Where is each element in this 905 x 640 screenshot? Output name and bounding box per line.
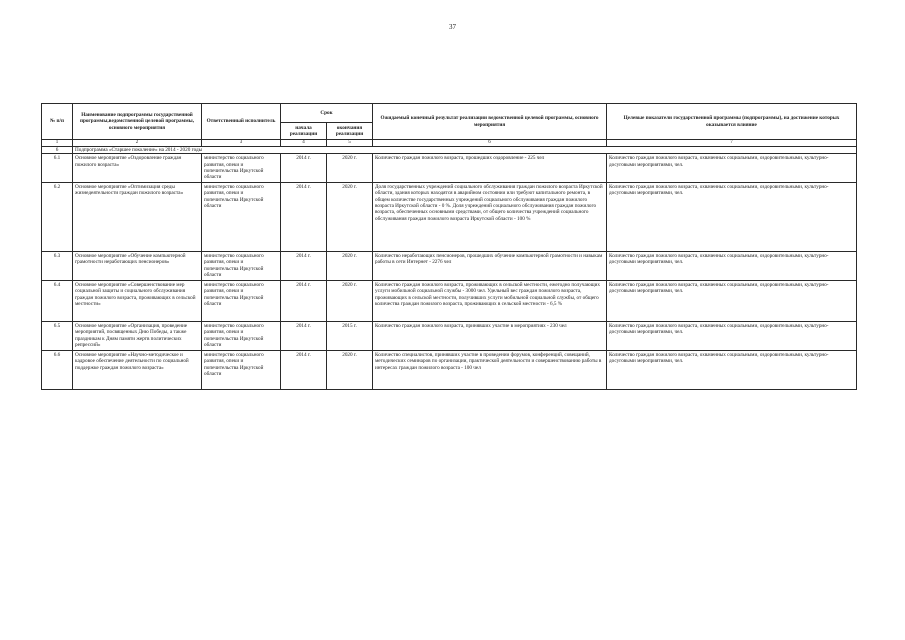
row-num: 6.2 [42, 182, 73, 251]
table-row [42, 280, 857, 321]
column-numbers-row [42, 140, 857, 147]
section-num: 6 [42, 147, 73, 154]
row-num: 6.1 [42, 154, 73, 182]
column-number: 4 [281, 140, 327, 147]
row-expected: Количество специалистов, принявших участие в проведении форумов, конференций, совещаний, методических семинаров по организации, практической деятельности и совершенствованию работы в интересах граждан пожилого возраста - 100 чел [373, 350, 607, 389]
row-expected: Доля государственных учреждений социального обслуживания граждан пожилого возраста Иркутской области, здания которых находятся в аварийном состоянии или требуют капитального ремонта, в общем количестве государственных учреждений социального обслуживания граждан пожилого возраста Иркутской области - 0 %. Доля учреждений социального обслуживания граждан пожилого возраста, обеспеченных основными средствами, от общего количества учреждений социального обслуживания граждан пожилого возраста Иркутской области - 100 % [373, 182, 607, 251]
header-expected: Ожидаемый конечный результат реализации ведомственной целевой программы, основного мероприятия [373, 104, 607, 140]
row-responsible: министерство социального развития, опеки и попечительства Иркутской области [202, 321, 281, 350]
row-responsible: министерство социального развития, опеки и попечительства Иркутской области [202, 251, 281, 280]
row-name: Основное мероприятие «Организация, проведение мероприятий, посвященных Дню Победы, а также праздникам к Дням памяти жертв политических репрессий» [73, 321, 202, 350]
row-expected: Количество граждан пожилого возраста, проживающих в сельской местности, ежегодно получающих услуги мобильной социальной службы - 3000 чел. Удельный вес граждан пожилого возраста, проживающих в сельской местности, получивших услуги мобильной социальной службы, от общего количества граждан пожилого возраста, проживающих в сельской местности - 6,5 % [373, 280, 607, 321]
section-row [42, 147, 857, 154]
page-number: 37 [449, 23, 456, 31]
row-name: Основное мероприятие «Совершенствование мер социальной защиты и социального обслуживания граждан пожилого возраста, проживающих в сельской местности» [73, 280, 202, 321]
row-responsible: министерство социального развития, опеки и попечительства Иркутской области [202, 280, 281, 321]
row-start: 2014 г. [281, 154, 327, 182]
table-row [42, 182, 857, 251]
row-end: 2020 г. [327, 154, 373, 182]
header-term-end: окончания реализации [327, 123, 373, 140]
table-row [42, 251, 857, 280]
row-name: Основное мероприятие «Научно-методическое и кадровое обеспечение деятельности по социальной поддержке граждан пожилого возраста» [73, 350, 202, 389]
table-row [42, 321, 857, 350]
row-start: 2014 г. [281, 280, 327, 321]
row-end: 2020 г. [327, 182, 373, 251]
column-number: 1 [42, 140, 73, 147]
row-indicators: Количество граждан пожилого возраста, охваченных социальными, оздоровительными, культурно-досуговыми мероприятиями, чел. [607, 182, 857, 251]
row-num: 6.3 [42, 251, 73, 280]
row-num: 6.5 [42, 321, 73, 350]
table-row [42, 154, 857, 182]
table-header-row [42, 104, 857, 123]
column-number: 2 [73, 140, 202, 147]
row-end: 2020 г. [327, 350, 373, 389]
table-row [42, 350, 857, 389]
column-number: 7 [607, 140, 857, 147]
row-responsible: министерство социального развития, опеки и попечительства Иркутской области [202, 154, 281, 182]
column-number: 5 [327, 140, 373, 147]
row-indicators: Количество граждан пожилого возраста, охваченных социальными, оздоровительными, культурно-досуговыми мероприятиями, чел. [607, 350, 857, 389]
section-title: Подпрограмма «Старшее поколение» на 2014 - 2020 годы [73, 147, 857, 154]
row-end: 2020 г. [327, 280, 373, 321]
row-expected: Количество граждан пожилого возраста, принявших участие в мероприятиях - 230 чел [373, 321, 607, 350]
header-term: Срок [281, 104, 373, 123]
header-name: Наименование подпрограммы государственной программы,ведомственной целевой программы, основного мероприятия [73, 104, 202, 140]
row-start: 2014 г. [281, 350, 327, 389]
row-indicators: Количество граждан пожилого возраста, охваченных социальными, оздоровительными, культурно-досуговыми мероприятиями, чел. [607, 154, 857, 182]
row-start: 2014 г. [281, 321, 327, 350]
row-start: 2014 г. [281, 251, 327, 280]
row-indicators: Количество граждан пожилого возраста, охваченных социальными, оздоровительными, культурно-досуговыми мероприятиями, чел. [607, 251, 857, 280]
row-responsible: министерство социального развития, опеки и попечительства Иркутской области [202, 182, 281, 251]
header-indicators: Целевые показатели государственной программы (подпрограммы), на достижение которых оказывается влияние [607, 104, 857, 140]
row-num: 6.4 [42, 280, 73, 321]
header-num: № п/п [42, 104, 73, 140]
header-term-start: начала реализации [281, 123, 327, 140]
row-expected: Количество неработающих пенсионеров, прошедших обучение компьютерной грамотности и навыкам работы в сети Интернет - 2276 чел [373, 251, 607, 280]
row-num: 6.6 [42, 350, 73, 389]
program-table [41, 103, 857, 390]
header-responsible: Ответственный исполнитель [202, 104, 281, 140]
row-end: 2020 г. [327, 251, 373, 280]
row-start: 2014 г. [281, 182, 327, 251]
column-number: 6 [373, 140, 607, 147]
row-indicators: Количество граждан пожилого возраста, охваченных социальными, оздоровительными, культурно-досуговыми мероприятиями, чел. [607, 321, 857, 350]
row-responsible: министерство социального развития, опеки и попечительства Иркутской области [202, 350, 281, 389]
row-end: 2015 г. [327, 321, 373, 350]
row-name: Основное мероприятие «Оптимизация среды жизнедеятельности граждан пожилого возраста» [73, 182, 202, 251]
row-indicators: Количество граждан пожилого возраста, охваченных социальными, оздоровительными, культурно-досуговыми мероприятиями, чел. [607, 280, 857, 321]
column-number: 3 [202, 140, 281, 147]
row-expected: Количество граждан пожилого возраста, прошедших оздоровление - 225 чел [373, 154, 607, 182]
row-name: Основное мероприятие «Обучение компьютерной грамотности неработающих пенсионеров» [73, 251, 202, 280]
row-name: Основное мероприятие «Оздоровление граждан пожилого возраста» [73, 154, 202, 182]
